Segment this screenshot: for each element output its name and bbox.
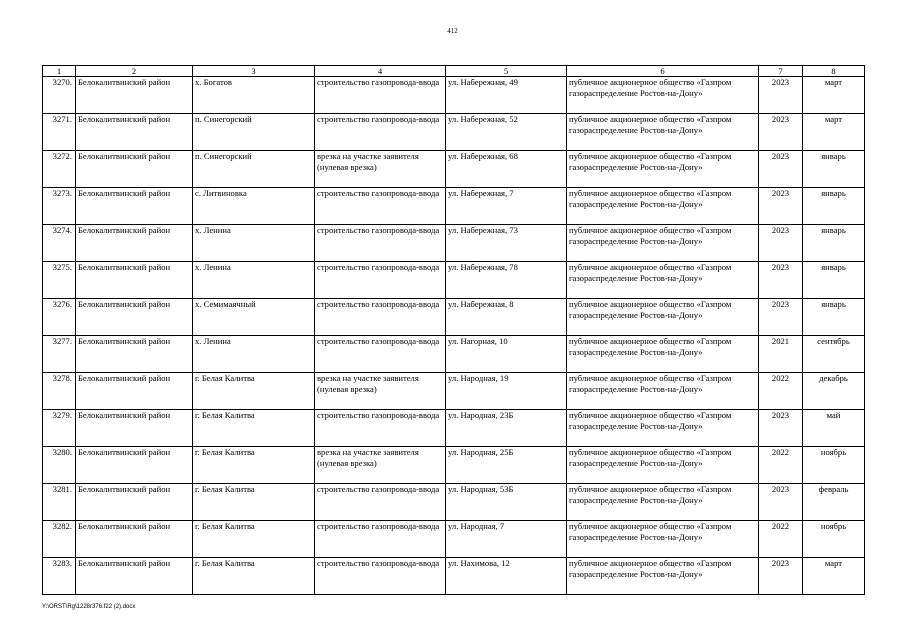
cell-settlement: с. Литвиновка xyxy=(193,188,315,225)
cell-work-type: врезка на участке заявителя (нулевая врезка) xyxy=(315,151,446,188)
cell-year: 2023 xyxy=(759,262,803,299)
cell-settlement: х. Ленина xyxy=(193,336,315,373)
cell-work-type: строительство газопровода-ввода xyxy=(315,484,446,521)
cell-work-type: строительство газопровода-ввода xyxy=(315,521,446,558)
table-row xyxy=(43,336,865,373)
cell-settlement: г. Белая Калитва xyxy=(193,558,315,595)
cell-settlement: х. Богатов xyxy=(193,77,315,114)
cell-month: январь xyxy=(803,225,865,262)
file-path-footer: Y:\ORST\Rg\1228r376.f22 (2).docx xyxy=(42,604,136,610)
cell-district: Белокалитвинский район xyxy=(76,336,193,373)
cell-number: 3272. xyxy=(43,151,76,188)
cell-settlement: г. Белая Калитва xyxy=(193,447,315,484)
column-header: 3 xyxy=(193,66,315,77)
cell-year: 2023 xyxy=(759,77,803,114)
column-header: 4 xyxy=(315,66,446,77)
cell-work-type: строительство газопровода-ввода xyxy=(315,299,446,336)
cell-number: 3271. xyxy=(43,114,76,151)
cell-year: 2022 xyxy=(759,521,803,558)
cell-month: ноябрь xyxy=(803,521,865,558)
cell-number: 3276. xyxy=(43,299,76,336)
cell-district: Белокалитвинский район xyxy=(76,225,193,262)
cell-organization: публичное акционерное общество «Газпром газораспределение Ростов-на-Дону» xyxy=(567,484,759,521)
cell-number: 3274. xyxy=(43,225,76,262)
cell-organization: публичное акционерное общество «Газпром газораспределение Ростов-на-Дону» xyxy=(567,373,759,410)
cell-year: 2023 xyxy=(759,151,803,188)
cell-organization: публичное акционерное общество «Газпром газораспределение Ростов-на-Дону» xyxy=(567,151,759,188)
cell-year: 2023 xyxy=(759,114,803,151)
cell-address: ул. Набережная, 49 xyxy=(446,77,567,114)
cell-organization: публичное акционерное общество «Газпром газораспределение Ростов-на-Дону» xyxy=(567,521,759,558)
table-row xyxy=(43,484,865,521)
cell-district: Белокалитвинский район xyxy=(76,114,193,151)
column-header: 5 xyxy=(446,66,567,77)
column-header: 6 xyxy=(567,66,759,77)
cell-work-type: врезка на участке заявителя (нулевая врезка) xyxy=(315,373,446,410)
cell-organization: публичное акционерное общество «Газпром газораспределение Ростов-на-Дону» xyxy=(567,336,759,373)
cell-address: ул. Народная, 53Б xyxy=(446,484,567,521)
cell-number: 3277. xyxy=(43,336,76,373)
cell-district: Белокалитвинский район xyxy=(76,77,193,114)
cell-address: ул. Набережная, 7 xyxy=(446,188,567,225)
cell-address: ул. Народная, 23Б xyxy=(446,410,567,447)
cell-address: ул. Народная, 19 xyxy=(446,373,567,410)
cell-organization: публичное акционерное общество «Газпром газораспределение Ростов-на-Дону» xyxy=(567,447,759,484)
cell-month: январь xyxy=(803,151,865,188)
cell-organization: публичное акционерное общество «Газпром газораспределение Ростов-на-Дону» xyxy=(567,299,759,336)
table-row xyxy=(43,558,865,595)
cell-number: 3273. xyxy=(43,188,76,225)
cell-year: 2022 xyxy=(759,447,803,484)
column-header: 8 xyxy=(803,66,865,77)
cell-organization: публичное акционерное общество «Газпром газораспределение Ростов-на-Дону» xyxy=(567,77,759,114)
cell-number: 3278. xyxy=(43,373,76,410)
cell-district: Белокалитвинский район xyxy=(76,151,193,188)
cell-year: 2023 xyxy=(759,558,803,595)
cell-settlement: х. Ленина xyxy=(193,262,315,299)
column-header: 1 xyxy=(43,66,76,77)
cell-month: декабрь xyxy=(803,373,865,410)
cell-district: Белокалитвинский район xyxy=(76,521,193,558)
cell-settlement: п. Синегорский xyxy=(193,151,315,188)
cell-month: январь xyxy=(803,188,865,225)
table-row xyxy=(43,225,865,262)
cell-settlement: г. Белая Калитва xyxy=(193,410,315,447)
cell-year: 2023 xyxy=(759,410,803,447)
table-row xyxy=(43,373,865,410)
cell-work-type: строительство газопровода-ввода xyxy=(315,114,446,151)
cell-work-type: строительство газопровода-ввода xyxy=(315,336,446,373)
cell-organization: публичное акционерное общество «Газпром газораспределение Ростов-на-Дону» xyxy=(567,558,759,595)
cell-work-type: строительство газопровода-ввода xyxy=(315,188,446,225)
cell-district: Белокалитвинский район xyxy=(76,447,193,484)
table-row xyxy=(43,188,865,225)
table-row xyxy=(43,114,865,151)
cell-work-type: строительство газопровода-ввода xyxy=(315,262,446,299)
cell-year: 2023 xyxy=(759,484,803,521)
cell-organization: публичное акционерное общество «Газпром газораспределение Ростов-на-Дону» xyxy=(567,114,759,151)
cell-organization: публичное акционерное общество «Газпром газораспределение Ростов-на-Дону» xyxy=(567,225,759,262)
cell-district: Белокалитвинский район xyxy=(76,484,193,521)
table-row xyxy=(43,77,865,114)
table-row xyxy=(43,521,865,558)
cell-month: сентябрь xyxy=(803,336,865,373)
cell-year: 2022 xyxy=(759,373,803,410)
cell-organization: публичное акционерное общество «Газпром газораспределение Ростов-на-Дону» xyxy=(567,188,759,225)
cell-settlement: х. Семимаячный xyxy=(193,299,315,336)
cell-number: 3283. xyxy=(43,558,76,595)
cell-month: январь xyxy=(803,299,865,336)
cell-work-type: строительство газопровода-ввода xyxy=(315,558,446,595)
cell-district: Белокалитвинский район xyxy=(76,558,193,595)
cell-settlement: п. Синегорский xyxy=(193,114,315,151)
cell-number: 3279. xyxy=(43,410,76,447)
table-row xyxy=(43,151,865,188)
cell-address: ул. Нахимова, 12 xyxy=(446,558,567,595)
cell-district: Белокалитвинский район xyxy=(76,262,193,299)
table-row xyxy=(43,299,865,336)
cell-month: ноябрь xyxy=(803,447,865,484)
cell-month: май xyxy=(803,410,865,447)
cell-address: ул. Народная, 25Б xyxy=(446,447,567,484)
cell-organization: публичное акционерное общество «Газпром газораспределение Ростов-на-Дону» xyxy=(567,410,759,447)
cell-address: ул. Набережная, 8 xyxy=(446,299,567,336)
table-row xyxy=(43,262,865,299)
cell-number: 3275. xyxy=(43,262,76,299)
register-table xyxy=(42,65,865,595)
cell-address: ул. Набережная, 68 xyxy=(446,151,567,188)
cell-number: 3281. xyxy=(43,484,76,521)
page-number: 412 xyxy=(447,27,458,35)
cell-district: Белокалитвинский район xyxy=(76,410,193,447)
cell-work-type: врезка на участке заявителя (нулевая врезка) xyxy=(315,447,446,484)
column-header: 2 xyxy=(76,66,193,77)
cell-address: ул. Набережная, 52 xyxy=(446,114,567,151)
cell-month: март xyxy=(803,77,865,114)
cell-address: ул. Набережная, 73 xyxy=(446,225,567,262)
cell-number: 3282. xyxy=(43,521,76,558)
cell-year: 2023 xyxy=(759,299,803,336)
cell-year: 2023 xyxy=(759,188,803,225)
cell-district: Белокалитвинский район xyxy=(76,188,193,225)
cell-organization: публичное акционерное общество «Газпром газораспределение Ростов-на-Дону» xyxy=(567,262,759,299)
cell-settlement: г. Белая Калитва xyxy=(193,484,315,521)
cell-number: 3280. xyxy=(43,447,76,484)
column-header: 7 xyxy=(759,66,803,77)
header-row xyxy=(43,66,865,77)
cell-work-type: строительство газопровода-ввода xyxy=(315,77,446,114)
cell-settlement: х. Ленина xyxy=(193,225,315,262)
table-row xyxy=(43,447,865,484)
table-row xyxy=(43,410,865,447)
cell-address: ул. Нагорная, 10 xyxy=(446,336,567,373)
cell-month: февраль xyxy=(803,484,865,521)
cell-month: март xyxy=(803,558,865,595)
cell-address: ул. Народная, 7 xyxy=(446,521,567,558)
cell-address: ул. Набережная, 78 xyxy=(446,262,567,299)
cell-district: Белокалитвинский район xyxy=(76,299,193,336)
cell-number: 3270. xyxy=(43,77,76,114)
cell-settlement: г. Белая Калитва xyxy=(193,521,315,558)
cell-work-type: строительство газопровода-ввода xyxy=(315,410,446,447)
cell-district: Белокалитвинский район xyxy=(76,373,193,410)
cell-work-type: строительство газопровода-ввода xyxy=(315,225,446,262)
cell-year: 2023 xyxy=(759,225,803,262)
cell-month: январь xyxy=(803,262,865,299)
cell-month: март xyxy=(803,114,865,151)
cell-year: 2021 xyxy=(759,336,803,373)
cell-settlement: г. Белая Калитва xyxy=(193,373,315,410)
